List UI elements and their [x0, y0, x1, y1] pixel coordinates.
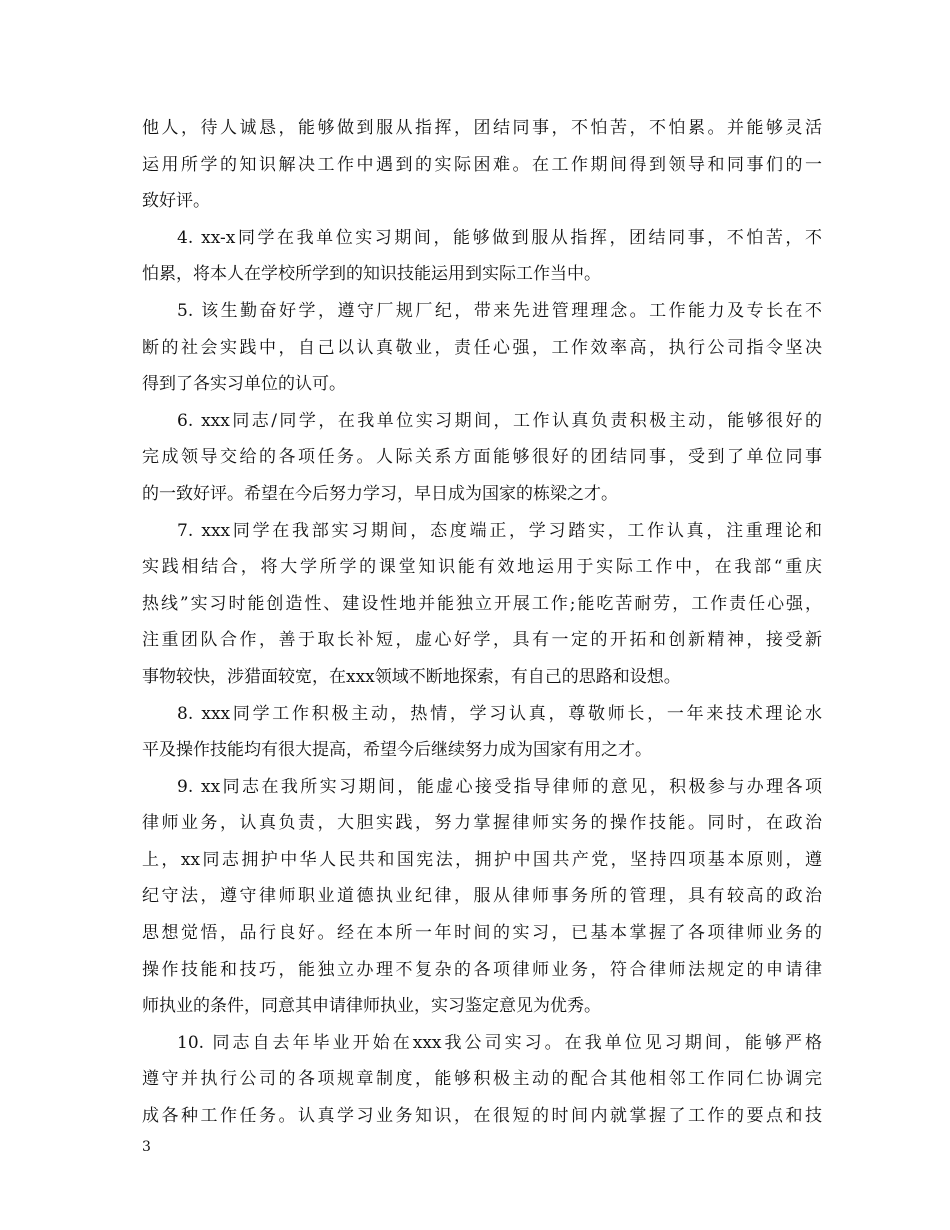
text-line: 断的社会实践中，自己以认真敬业，责任心强，工作效率高，执行公司指令坚决	[142, 337, 822, 358]
text-line: 注重团队合作，善于取长补短，虚心好学，具有一定的开拓和创新精神，接受新	[142, 630, 822, 651]
text-line: 4. xx-x同学在我单位实习期间，能够做到服从指挥，团结同事，不怕苦，不	[177, 227, 822, 248]
text-line: 思想觉悟，品行良好。经在本所一年时间的实习，已基本掌握了各项律师业务的	[142, 923, 822, 944]
text-line: 7. xxx同学在我部实习期间，态度端正，学习踏实，工作认真，注重理论和	[177, 520, 822, 541]
text-line: 完成领导交给的各项任务。人际关系方面能够很好的团结同事，受到了单位同事	[142, 447, 822, 468]
text-line: 律师业务，认真负责，大胆实践，努力掌握律师实务的操作技能。同时，在政治	[142, 813, 822, 834]
text-line: 10. 同志自去年毕业开始在xxx我公司实习。在我单位见习期间，能够严格	[177, 1032, 822, 1053]
text-line: 怕累，将本人在学校所学到的知识技能运用到实际工作当中。	[142, 264, 601, 285]
text-line: 平及操作技能均有很大提高，希望今后继续努力成为国家有用之才。	[142, 740, 652, 761]
text-line: 师执业的条件，同意其申请律师执业，实习鉴定意见为优秀。	[142, 996, 601, 1017]
page-number: 3	[142, 1139, 151, 1155]
text-line: 实践相结合，将大学所学的课堂知识能有效地运用于实际工作中，在我部“重庆	[142, 557, 822, 578]
text-line: 致好评。	[142, 191, 210, 212]
text-line: 遵守并执行公司的各项规章制度，能够积极主动的配合其他相邻工作同仁协调完	[142, 1069, 822, 1090]
text-line: 事物较快，涉猎面较宽，在xxx领域不断地探索，有自己的思路和设想。	[142, 666, 681, 687]
text-line: 8. xxx同学工作积极主动，热情，学习认真，尊敬师长，一年来技术理论水	[177, 703, 822, 724]
text-line: 6. xxx同志/同学，在我单位实习期间，工作认真负责积极主动，能够很好的	[177, 410, 822, 431]
text-line: 5. 该生勤奋好学，遵守厂规厂纪，带来先进管理理念。工作能力及专长在不	[177, 300, 822, 321]
text-line: 的一致好评。希望在今后努力学习，早日成为国家的栋梁之才。	[142, 483, 618, 504]
text-line: 热线”实习时能创造性、建设性地并能独立开展工作;能吃苦耐劳，工作责任心强，	[142, 593, 822, 614]
text-line: 成各种工作任务。认真学习业务知识，在很短的时间内就掌握了工作的要点和技	[142, 1106, 822, 1127]
text-line: 纪守法，遵守律师职业道德执业纪律，服从律师事务所的管理，具有较高的政治	[142, 886, 822, 907]
text-line: 他人，待人诚恳，能够做到服从指挥，团结同事，不怕苦，不怕累。并能够灵活	[142, 118, 822, 138]
text-line: 上，xx同志拥护中华人民共和国宪法，拥护中国共产党，坚持四项基本原则，遵	[142, 849, 822, 870]
text-line: 运用所学的知识解决工作中遇到的实际困难。在工作期间得到领导和同事们的一	[142, 154, 822, 175]
text-line: 得到了各实习单位的认可。	[142, 374, 346, 395]
text-line: 操作技能和技巧，能独立办理不复杂的各项律师业务，符合律师法规定的申请律	[142, 959, 822, 980]
text-line: 9. xx同志在我所实习期间，能虚心接受指导律师的意见，积极参与办理各项	[177, 776, 822, 797]
document-body	[142, 110, 822, 1135]
